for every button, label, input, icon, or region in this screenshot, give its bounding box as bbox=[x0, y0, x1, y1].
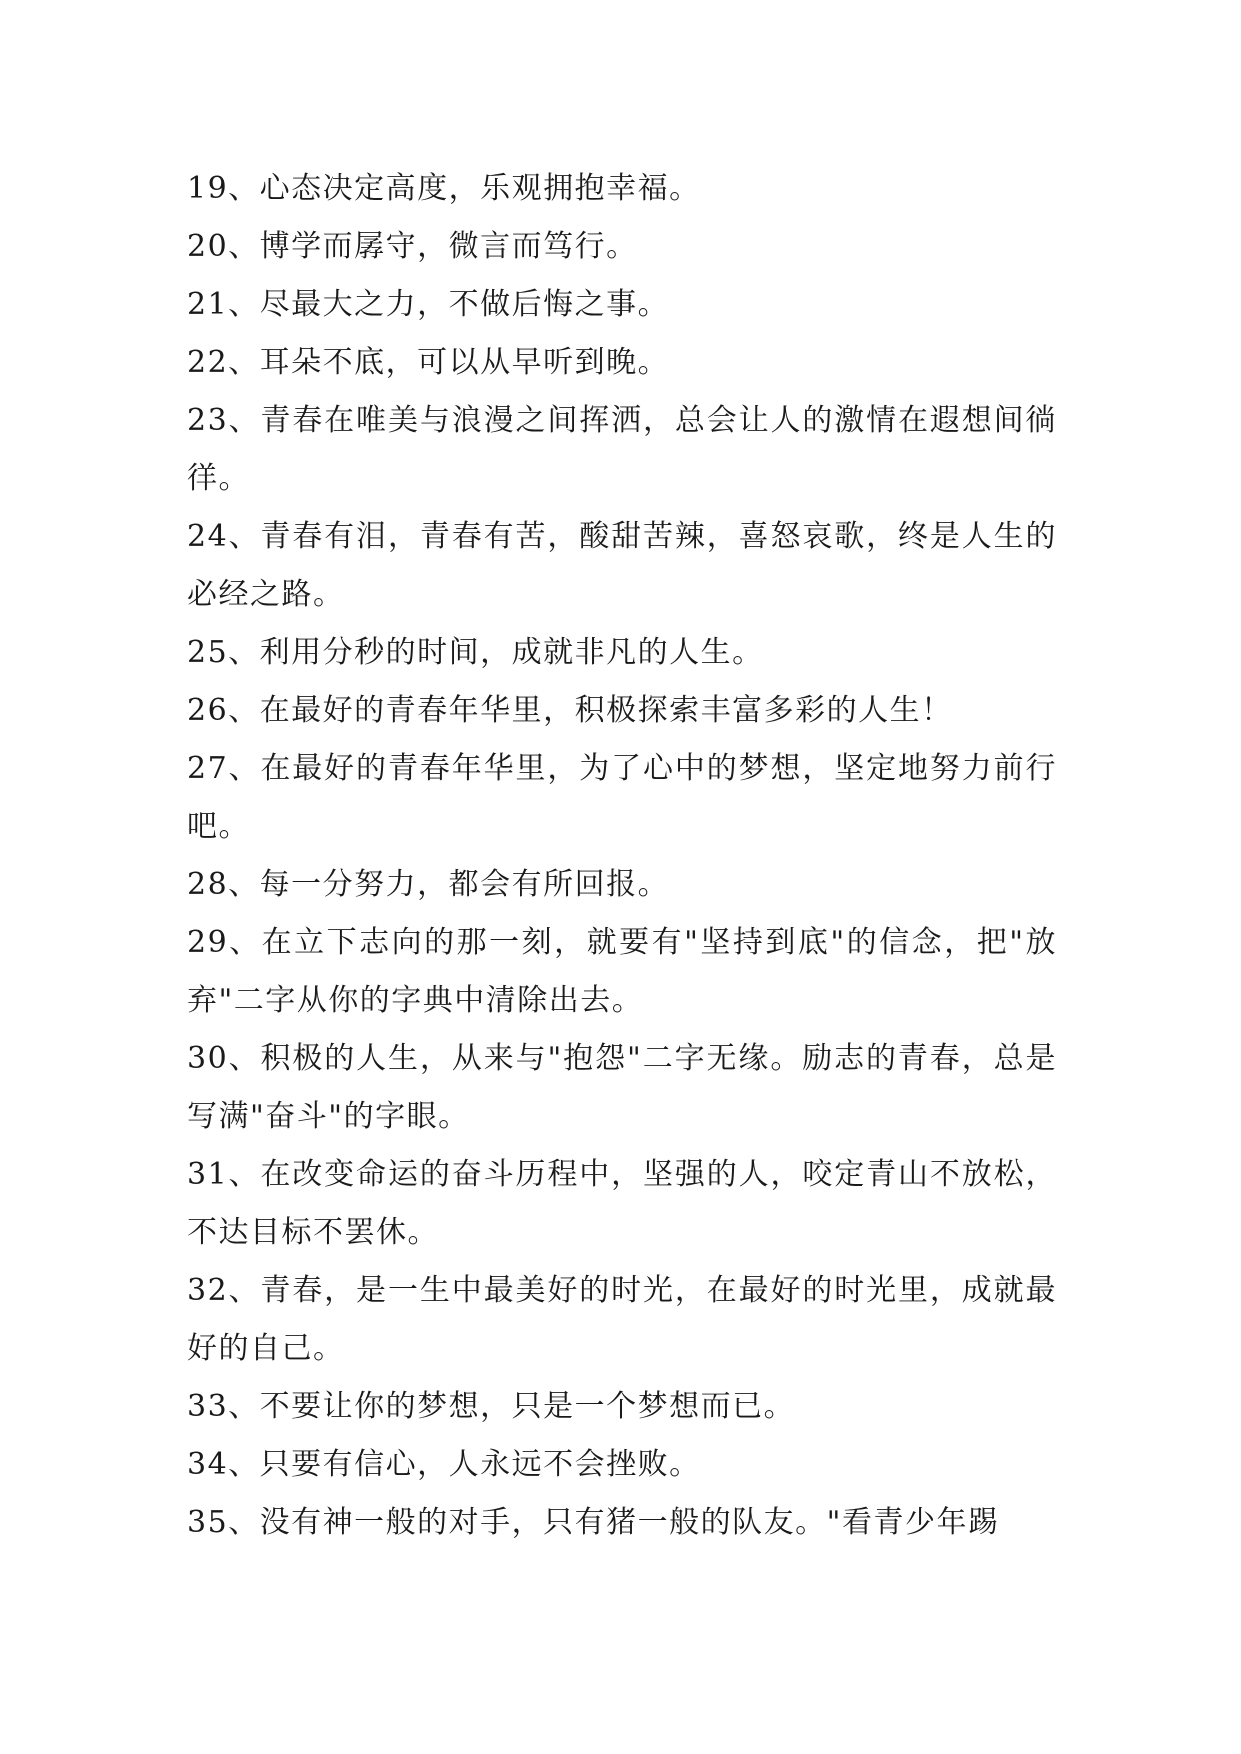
list-item: 26、在最好的青春年华里，积极探索丰富多彩的人生！ bbox=[187, 693, 953, 728]
list-item: 22、耳朵不底，可以从早听到晚。 bbox=[187, 345, 670, 380]
list-item: 30、积极的人生，从来与"抱怨"二字无缘。励志的青春，总是写满"奋斗"的字眼。 bbox=[187, 1041, 1057, 1134]
list-item: 21、尽最大之力，不做后悔之事。 bbox=[187, 287, 670, 322]
list-item: 32、青春，是一生中最美好的时光，在最好的时光里，成就最好的自己。 bbox=[187, 1273, 1057, 1366]
list-item: 31、在改变命运的奋斗历程中，坚强的人，咬定青山不放松，不达目标不罢休。 bbox=[187, 1157, 1057, 1250]
list-item: 23、青春在唯美与浪漫之间挥洒，总会让人的激情在遐想间徜徉。 bbox=[187, 403, 1057, 496]
list-item: 28、每一分努力，都会有所回报。 bbox=[187, 867, 670, 902]
list-item: 25、利用分秒的时间，成就非凡的人生。 bbox=[187, 635, 764, 670]
list-item: 20、博学而孱守，微言而笃行。 bbox=[187, 229, 638, 264]
list-item: 24、青春有泪，青春有苦，酸甜苦辣，喜怒哀歌，终是人生的必经之路。 bbox=[187, 519, 1057, 612]
list-item: 19、心态决定高度，乐观拥抱幸福。 bbox=[187, 171, 701, 206]
list-item: 34、只要有信心，人永远不会挫败。 bbox=[187, 1447, 701, 1482]
list-item: 29、在立下志向的那一刻，就要有"坚持到底"的信念，把"放弃"二字从你的字典中清除出去。 bbox=[187, 925, 1057, 1018]
list-item: 35、没有神一般的对手，只有猪一般的队友。"看青少年踢 bbox=[187, 1505, 1000, 1540]
document-body bbox=[187, 160, 1057, 1552]
list-item: 27、在最好的青春年华里，为了心中的梦想，坚定地努力前行吧。 bbox=[187, 751, 1057, 844]
list-item: 33、不要让你的梦想，只是一个梦想而已。 bbox=[187, 1389, 796, 1424]
